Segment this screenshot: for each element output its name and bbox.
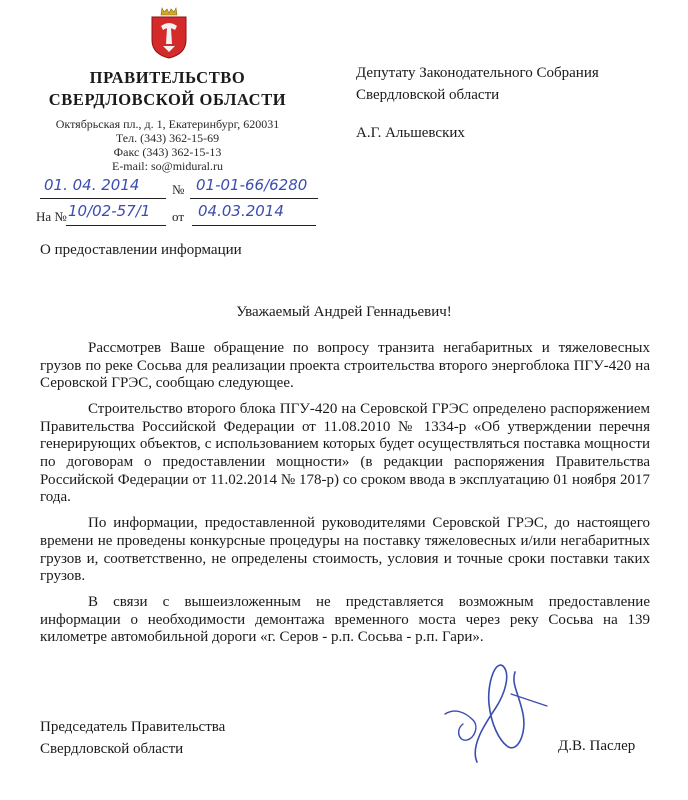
recipient-line2: Свердловской области xyxy=(356,87,500,103)
recipient-name: А.Г. Альшевских xyxy=(356,125,465,141)
org-fax: Факс (343) 362-15-13 xyxy=(113,145,222,159)
paragraph-3: По информации, предоставленной руководителями Серовской ГРЭС, до настоящего времени не проведены конкурсные процедуры на поставку тяжеловесных и/или негабаритных грузов и, соответственно, не определены стоимость, условия и точные сроки поставки таких грузов. xyxy=(40,515,650,585)
signatory-title-line1: Председатель Правительства xyxy=(40,719,226,735)
org-name-line1: ПРАВИТЕЛЬСТВО xyxy=(89,68,246,87)
org-email: E-mail: so@midural.ru xyxy=(111,159,224,173)
coat-of-arms-icon xyxy=(148,6,190,60)
paragraph-1: Рассмотрев Ваше обращение по вопросу транзита негабаритных и тяжеловесных грузов по реке Сосьва для реализации проекта строительства второго энергоблока ПГУ-420 на Серовской ГРЭС, сообщаю следующее. xyxy=(40,340,650,392)
greeting: Уважаемый Андрей Геннадьевич! xyxy=(236,304,452,320)
signatory-name: Д.В. Паслер xyxy=(558,738,636,754)
outgoing-date: 01. 04. 2014 xyxy=(44,176,140,194)
paragraph-2: Строительство второго блока ПГУ-420 на Серовской ГРЭС определено распоряжением Правительства Российской Федерации от 11.08.2010 № 1334-р «Об утверждении перечня генерирующих объектов, с использованием которых будет осуществляться поставка мощности по договорам о предоставлении мощности» (в редакции распоряжения Правительства Российской Федерации от 11.02.2014 № 178-р) со сроком ввода в эксплуатацию 01 ноября 2017 года. xyxy=(40,401,650,506)
reference-date-label: от xyxy=(172,209,185,224)
reference-number-label: На № xyxy=(36,209,67,224)
org-phone: Тел. (343) 362-15-69 xyxy=(115,131,220,145)
subject: О предоставлении информации xyxy=(40,242,242,258)
signatory-title-line2: Свердловской области xyxy=(40,741,184,757)
outgoing-number-label: № xyxy=(172,182,185,197)
handwritten-signature-icon xyxy=(415,654,565,764)
reference-date: 04.03.2014 xyxy=(198,202,284,220)
reference-number: 10/02-57/1 xyxy=(68,202,151,220)
org-name-line2: СВЕРДЛОВСКОЙ ОБЛАСТИ xyxy=(48,90,287,109)
outgoing-number: 01-01-66/6280 xyxy=(196,176,308,194)
paragraph-4: В связи с вышеизложенным не представляется возможным предоставление информации о необходимости демонтажа временного моста через реку Сосьва на 139 километре автомобильной дороги «г. Серов - р.п. Сосьва - р.п. Гари». xyxy=(40,594,650,646)
recipient-line1: Депутату Законодательного Собрания xyxy=(356,65,599,81)
org-address: Октябрьская пл., д. 1, Екатеринбург, 620031 xyxy=(55,117,280,131)
signatory-title xyxy=(40,716,225,760)
letter-body xyxy=(40,340,650,656)
